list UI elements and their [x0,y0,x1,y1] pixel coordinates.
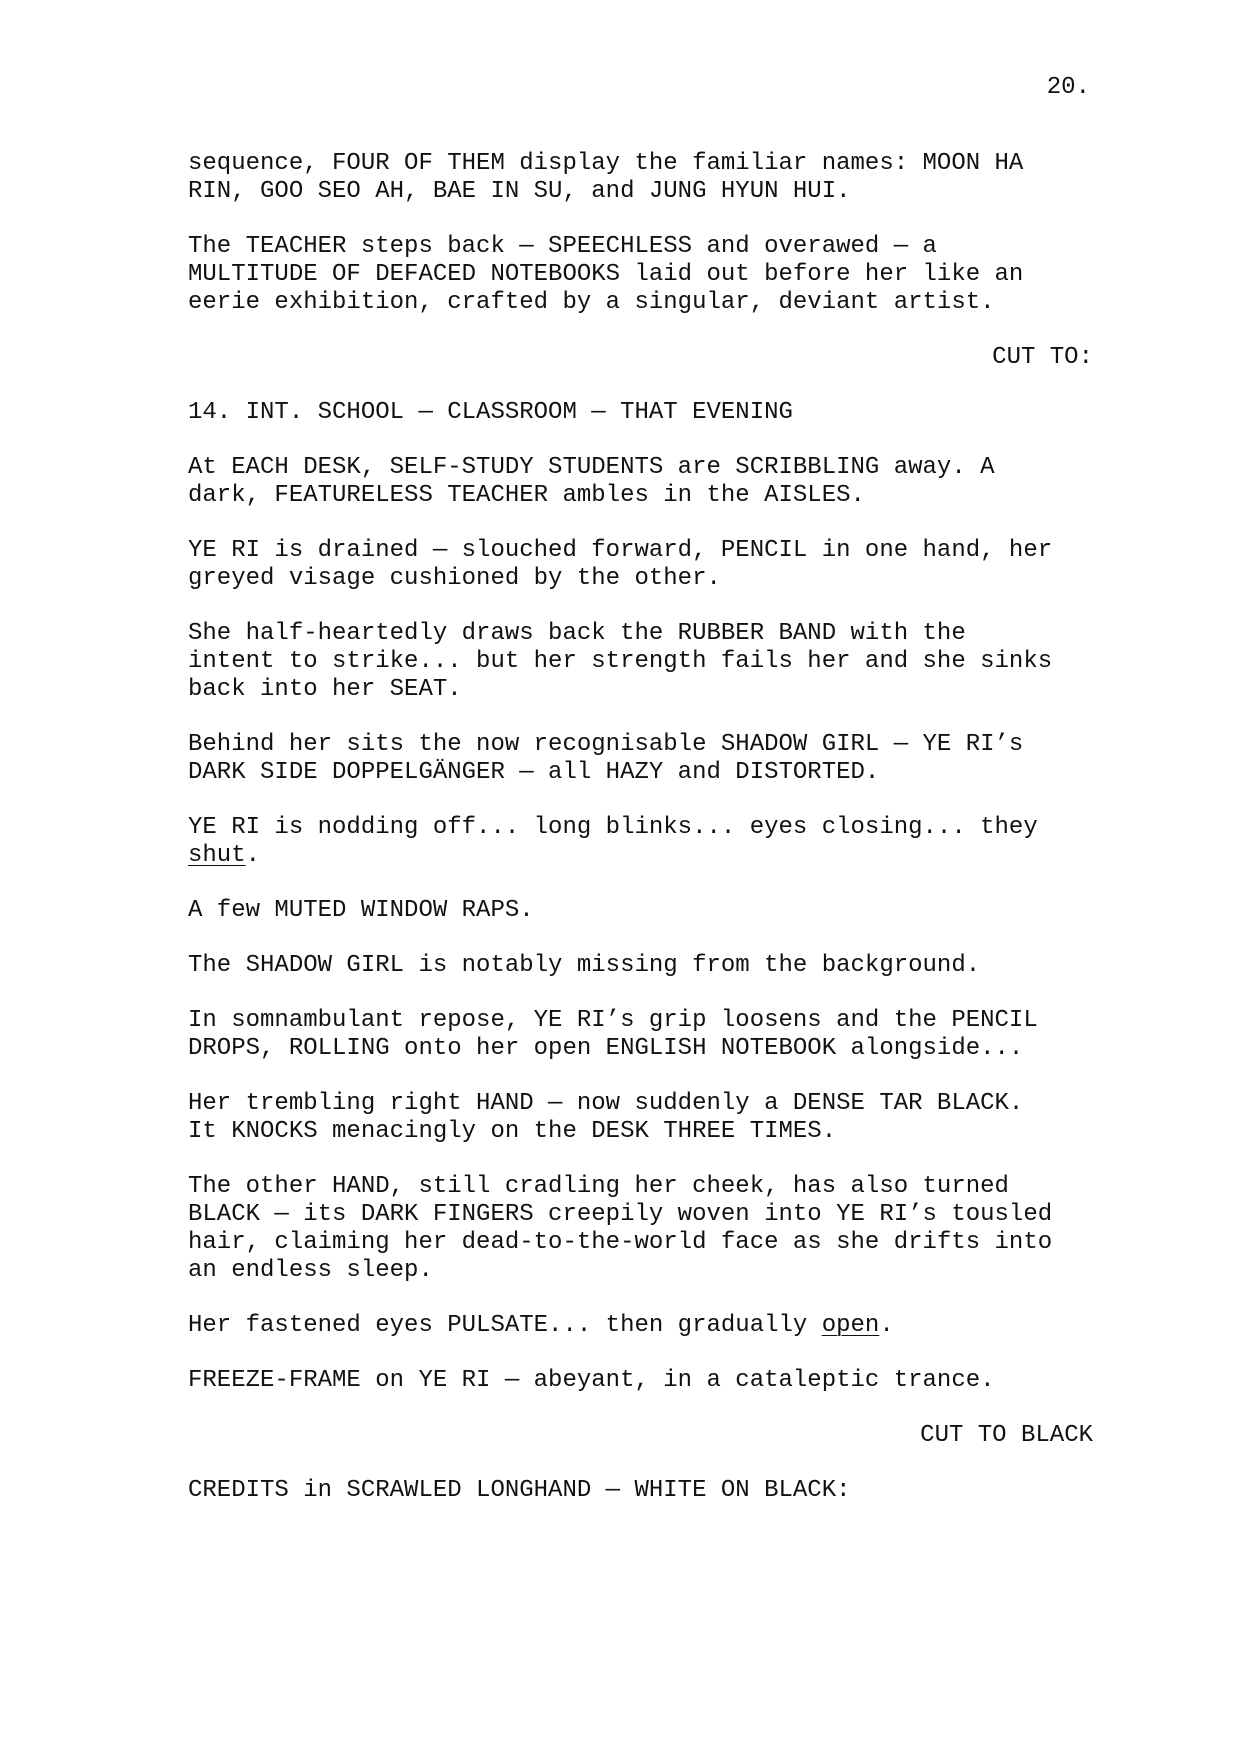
action-paragraph [188,1312,1093,1340]
action-paragraph: A few MUTED WINDOW RAPS. [188,897,534,924]
transition: CUT TO: [992,344,1093,371]
action-paragraph: The other HAND, still cradling her cheek, has also turned BLACK — its DARK FINGERS creepily woven into YE RI’s tousled hair, claiming her dead-to-the-world face as she drifts into an endless sleep. [188,1173,1053,1284]
action-paragraph: FREEZE-FRAME on YE RI — abeyant, in a cataleptic trance. [188,1367,995,1394]
underlined-word: open [821,1312,880,1339]
text-run: Her fastened eyes PULSATE... then gradually [188,1312,822,1339]
transition: CUT TO BLACK [920,1422,1093,1449]
page-number: 20. [1046,74,1090,101]
action-paragraph: Her trembling right HAND — now suddenly a DENSE TAR BLACK. It KNOCKS menacingly on the DESK THREE TIMES. [188,1090,1024,1145]
underlined-word: shut [188,842,246,869]
action-paragraph: YE RI is drained — slouched forward, PENCIL in one hand, her greyed visage cushioned by the other. [188,537,1053,592]
action-paragraph: In somnambulant repose, YE RI’s grip loosens and the PENCIL DROPS, ROLLING onto her open ENGLISH NOTEBOOK alongside... [188,1007,1038,1062]
text-run: . [879,1312,894,1339]
action-paragraph: sequence, FOUR OF THEM display the familiar names: MOON HA RIN, GOO SEO AH, BAE IN SU, and JUNG HYUN HUI. [188,150,1024,205]
action-paragraph: The SHADOW GIRL is notably missing from the background. [188,952,981,979]
action-paragraph: CREDITS in SCRAWLED LONGHAND — WHITE ON BLACK: [188,1477,851,1504]
action-paragraph [188,814,1093,870]
text-run: YE RI is nodding off... long blinks... eyes closing... they [188,814,1038,841]
text-run: . [245,842,261,869]
script-body [188,150,1093,1532]
action-paragraph: She half-heartedly draws back the RUBBER BAND with the intent to strike... but her strength fails her and she sinks back into her SEAT. [188,620,1053,703]
scene-heading: 14. INT. SCHOOL — CLASSROOM — THAT EVENING [188,399,793,426]
action-paragraph: The TEACHER steps back — SPEECHLESS and overawed — a MULTITUDE OF DEFACED NOTEBOOKS laid out before her like an eerie exhibition, crafted by a singular, deviant artist. [188,233,1024,316]
action-paragraph: Behind her sits the now recognisable SHADOW GIRL — YE RI’s DARK SIDE DOPPELGÄNGER — all HAZY and DISTORTED. [188,731,1024,786]
action-paragraph: At EACH DESK, SELF-STUDY STUDENTS are SCRIBBLING away. A dark, FEATURELESS TEACHER ambles in the AISLES. [188,454,995,509]
